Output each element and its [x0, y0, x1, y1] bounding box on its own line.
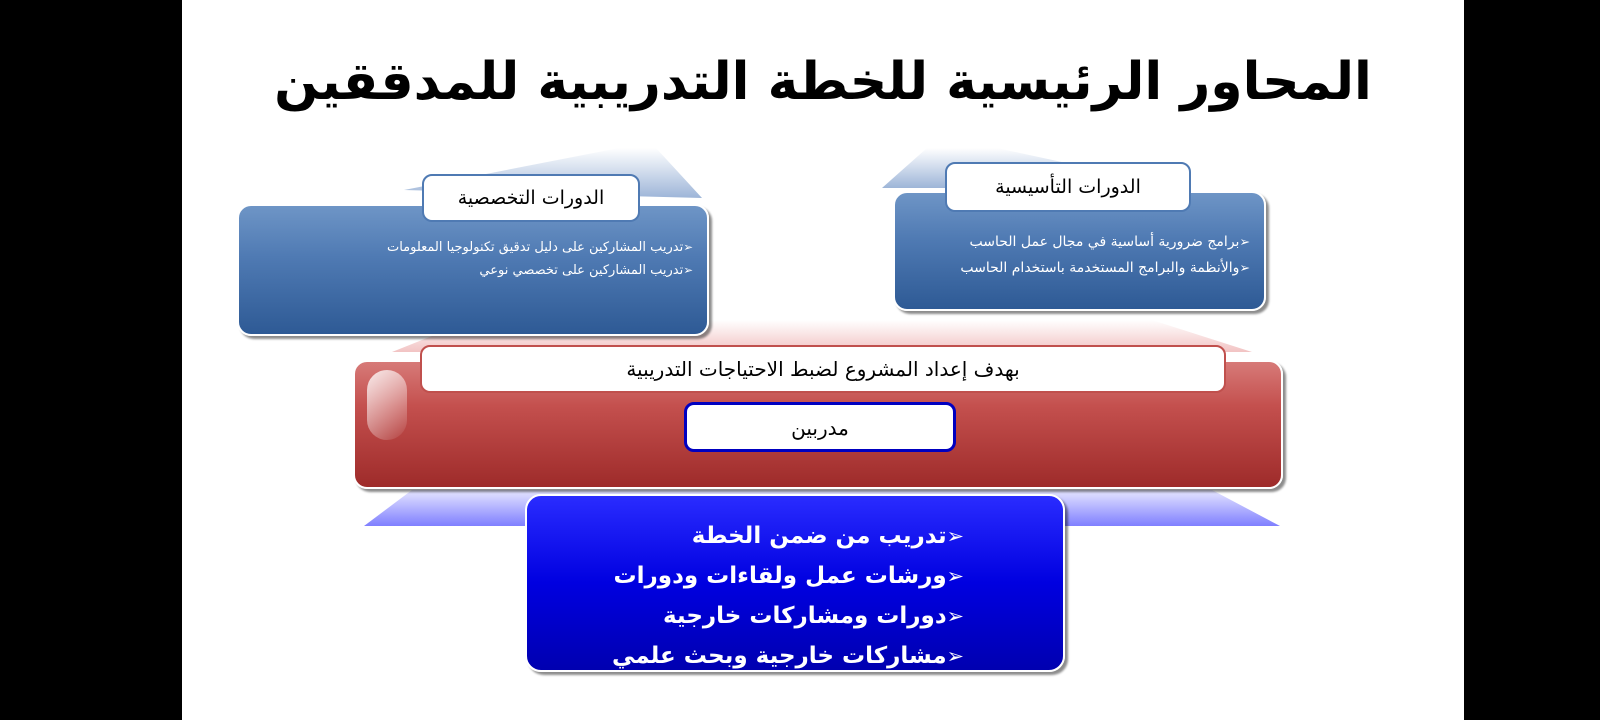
training-activities-box: [525, 494, 1065, 672]
slide: [182, 0, 1464, 720]
foundational-courses-list: [960, 229, 1250, 281]
foundational-courses-label: الدورات التأسيسية: [945, 162, 1191, 212]
bullet-arrow-icon: ➢: [683, 240, 693, 254]
bullet-arrow-icon: ➢: [946, 524, 964, 548]
trainers-label: مدربين: [684, 402, 956, 452]
list-item: ➢دورات ومشاركات خارجية: [662, 603, 964, 629]
list-item: ➢تدريب المشاركين على دليل تدقيق تكنولوجيا المعلومات: [386, 240, 693, 255]
bullet-arrow-icon: ➢: [946, 564, 964, 588]
list-item: ➢تدريب من ضمن الخطة: [691, 523, 964, 549]
specialized-courses-box: [237, 204, 709, 336]
bullet-arrow-icon: ➢: [946, 604, 964, 628]
list-item: ➢ورشات عمل ولقاءات ودورات: [613, 563, 964, 589]
specialized-courses-label: الدورات التخصصية: [422, 174, 640, 222]
training-activities-list: [612, 516, 964, 676]
bullet-arrow-icon: ➢: [1239, 260, 1250, 275]
specialized-courses-list: [387, 236, 693, 282]
slide-title: المحاور الرئيسية للخطة التدريبية للمدققين: [274, 52, 1372, 112]
bullet-arrow-icon: ➢: [1239, 234, 1250, 249]
bullet-arrow-icon: ➢: [683, 263, 693, 277]
gloss-highlight: [367, 370, 407, 440]
project-goal-label: بهدف إعداد المشروع لضبط الاحتياجات التدريبية: [420, 345, 1226, 393]
list-item: ➢والأنظمة والبرامج المستخدمة باستخدام الحاسب: [960, 260, 1250, 276]
list-item: ➢مشاركات خارجية وبحث علمي: [611, 643, 964, 669]
bullet-arrow-icon: ➢: [946, 644, 964, 668]
list-item: ➢برامج ضرورية أساسية في مجال عمل الحاسب: [969, 234, 1250, 250]
list-item: ➢تدريب المشاركين على تخصصي نوعي: [479, 263, 693, 278]
